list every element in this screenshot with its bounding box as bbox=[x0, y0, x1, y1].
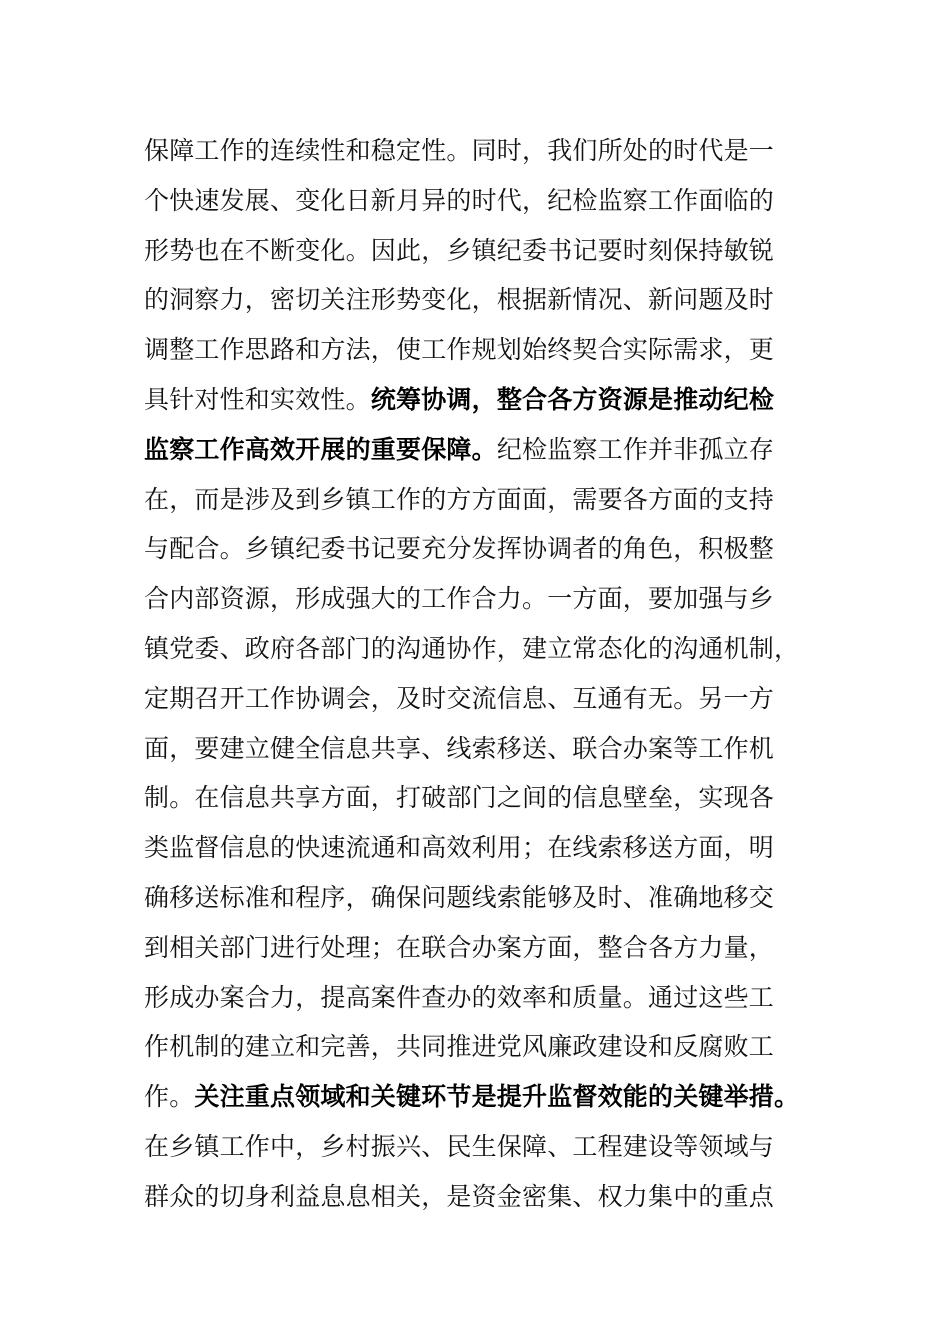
line-text: 的洞察力，密切关注形势变化，根据新情况、新问题及时 bbox=[144, 285, 775, 315]
text-line-16 bbox=[144, 873, 824, 923]
line-text: 作。 bbox=[144, 1082, 195, 1112]
line-text: 镇党委、政府各部门的沟通协作，建立常态化的沟通机制， bbox=[144, 633, 800, 663]
bold-heading-text: 关注重点领域和关键环节是提升监督效能的关键举措。 bbox=[194, 1082, 800, 1112]
text-line-3 bbox=[144, 226, 824, 276]
line-text: 调整工作思路和方法，使工作规划始终契合实际需求，更 bbox=[144, 335, 775, 365]
text-line-5 bbox=[144, 325, 824, 375]
line-text: 在，而是涉及到乡镇工作的方方面面，需要各方面的支持 bbox=[144, 484, 775, 514]
line-text: 作机制的建立和完善，共同推进党风廉政建设和反腐败工 bbox=[144, 1032, 775, 1062]
line-text: 纪检监察工作并非孤立存 bbox=[496, 434, 775, 464]
body-paragraph bbox=[144, 126, 824, 1222]
line-text: 在乡镇工作中，乡村振兴、民生保障、工程建设等领域与 bbox=[144, 1131, 775, 1161]
text-line-12 bbox=[144, 674, 824, 724]
line-text: 类监督信息的快速流通和高效利用；在线索移送方面，明 bbox=[144, 833, 775, 863]
bold-heading-text: 监察工作高效开展的重要保障。 bbox=[144, 434, 497, 464]
text-line-7 bbox=[144, 425, 824, 475]
text-line-21 bbox=[144, 1122, 824, 1172]
text-line-1 bbox=[144, 126, 824, 176]
text-line-19 bbox=[144, 1022, 824, 1072]
text-line-9 bbox=[144, 524, 824, 574]
line-text: 制。在信息共享方面，打破部门之间的信息壁垒，实现各 bbox=[144, 783, 775, 813]
text-line-11 bbox=[144, 624, 824, 674]
text-line-22 bbox=[144, 1172, 824, 1222]
line-text: 群众的切身利益息息相关，是资金密集、权力集中的重点 bbox=[144, 1181, 775, 1211]
text-line-13 bbox=[144, 724, 824, 774]
line-text: 形势也在不断变化。因此，乡镇纪委书记要时刻保持敏锐 bbox=[144, 235, 775, 265]
text-line-8 bbox=[144, 475, 824, 525]
text-line-20 bbox=[144, 1072, 824, 1122]
line-text: 形成办案合力，提高案件查办的效率和质量。通过这些工 bbox=[144, 982, 775, 1012]
text-line-18 bbox=[144, 973, 824, 1023]
line-text: 保障工作的连续性和稳定性。同时，我们所处的时代是一 bbox=[144, 136, 775, 165]
text-line-17 bbox=[144, 923, 824, 973]
text-line-10 bbox=[144, 574, 824, 624]
line-text: 合内部资源，形成强大的工作合力。一方面，要加强与乡 bbox=[144, 584, 775, 614]
text-line-6 bbox=[144, 375, 824, 425]
line-text: 面，要建立健全信息共享、线索移送、联合办案等工作机 bbox=[144, 733, 775, 763]
line-text: 具针对性和实效性。 bbox=[144, 384, 371, 414]
text-line-14 bbox=[144, 773, 824, 823]
bold-heading-text: 统筹协调，整合各方资源是推动纪检 bbox=[370, 384, 775, 414]
line-text: 定期召开工作协调会，及时交流信息、互通有无。另一方 bbox=[144, 683, 775, 713]
text-line-4 bbox=[144, 275, 824, 325]
line-text: 确移送标准和程序，确保问题线索能够及时、准确地移交 bbox=[144, 882, 775, 912]
line-text: 个快速发展、变化日新月异的时代，纪检监察工作面临的 bbox=[144, 185, 775, 215]
text-line-15 bbox=[144, 823, 824, 873]
line-text: 与配合。乡镇纪委书记要充分发挥协调者的角色，积极整 bbox=[144, 534, 775, 564]
line-text: 到相关部门进行处理；在联合办案方面，整合各方力量， bbox=[144, 932, 775, 962]
text-line-2 bbox=[144, 176, 824, 226]
